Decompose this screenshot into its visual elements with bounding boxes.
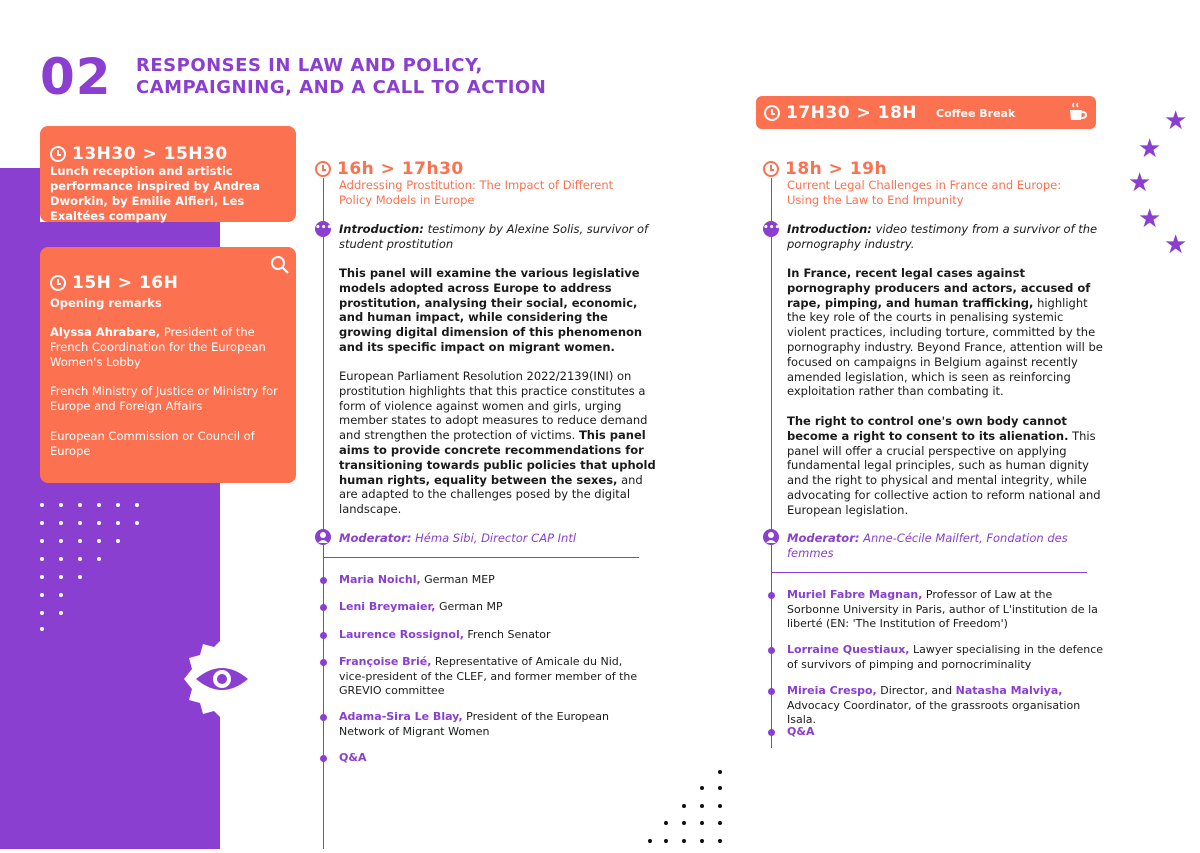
clock-icon bbox=[764, 105, 780, 121]
opening-speaker-3: European Commission or Council of Europe bbox=[50, 429, 255, 458]
opening-time-text: 15H > 16H bbox=[72, 273, 179, 293]
col2-intro-label: Introduction: bbox=[787, 222, 872, 236]
col2-para2-b: This panel will offer a crucial perspective on applying fundamental legal principles, such as human dignity and the right to physical and mental integrity, while advocating for collective action to reform national and European legislation. bbox=[787, 428, 1101, 517]
star-icon: ★ bbox=[1164, 106, 1188, 136]
speech-bubble-icon: ••• bbox=[763, 221, 779, 237]
clock-icon bbox=[763, 161, 779, 177]
speaker-name: Laurence Rossignol, bbox=[339, 628, 464, 641]
col1-intro-text: testimony by Alexine Solis, survivor of student prostitution bbox=[339, 222, 649, 251]
bullet-dot bbox=[768, 592, 775, 599]
opening-speaker-2: French Ministry of Justice or Ministry for Europe and Foreign Affairs bbox=[50, 384, 278, 413]
qa-label: Q&A bbox=[787, 725, 815, 738]
dot-grid bbox=[40, 503, 160, 633]
col2-timeline bbox=[771, 178, 772, 748]
col2-intro-text: video testimony from a survivor of the pornography industry. bbox=[787, 222, 1098, 251]
speaker-name: Natasha Malviya, bbox=[955, 684, 1063, 697]
opening-speaker-1-name: Alyssa Ahrabare, bbox=[50, 325, 161, 339]
opening-time bbox=[50, 273, 178, 293]
speaker-name: Adama-Sira Le Blay, bbox=[339, 710, 463, 723]
speaker-desc: Advocacy Coordinator, of the grassroots organisation Isala. bbox=[787, 698, 1081, 726]
person-icon bbox=[763, 529, 779, 545]
col1-para2-a: European Parliament Resolution 2022/2139(INI) on prostitution highlights that this practice constitutes a form of violence against women and girls, urging member states to adopt measures to reduce demand and strengthen the protection of victims. bbox=[339, 369, 648, 443]
bullet-dot bbox=[320, 577, 327, 584]
col2-paragraph-1 bbox=[787, 266, 1103, 399]
coffee-label: Coffee Break bbox=[936, 107, 1016, 120]
bullet-dot bbox=[320, 714, 327, 721]
eye-icon bbox=[180, 637, 264, 721]
bullet-dot bbox=[768, 647, 775, 654]
col2-para1-b: highlight the key role of the courts in penalising systemic violent practices, including torture, committed by the pornography industry. Beyond France, attention will be focused on campaigns in Belgium against recently amended legislation, which is seen as reinforcing exploitation rather than combating it. bbox=[787, 295, 1103, 399]
lunch-description: Lunch reception and artistic performance inspired by Andrea Dworkin, by Emilie Alfieri, Les Exaltées company bbox=[50, 164, 260, 223]
clock-icon bbox=[50, 275, 66, 291]
dot-grid bbox=[640, 768, 730, 849]
col2-moderator-name: Anne-Cécile Mailfert, Fondation des femmes bbox=[787, 531, 1068, 560]
col1-paragraph-1: This panel will examine the various legislative models adopted across Europe to address prostitution, analysing their social, economic, and human impact, while considering the growing digital dimension of this phenomenon and its specific impact on migrant women. bbox=[339, 266, 643, 354]
col1-moderator-name: Héma Sibi, Director CAP Intl bbox=[415, 531, 577, 545]
speaker-desc: German MEP bbox=[424, 573, 495, 586]
bullet-dot bbox=[768, 729, 775, 736]
col1-speaker-3 bbox=[339, 628, 649, 643]
section-title-line2: CAMPAIGNING, AND A CALL TO ACTION bbox=[136, 77, 547, 98]
lunch-card bbox=[40, 126, 296, 222]
speaker-name: Mireia Crespo, bbox=[787, 684, 877, 697]
col2-para1-a: In France, recent legal cases against pornography producers and actors, accused of rape, pimping, and human trafficking, bbox=[787, 266, 1091, 310]
coffee-break-pill bbox=[756, 96, 1096, 129]
speaker-desc: President of the European Network of Migrant Women bbox=[339, 710, 610, 738]
col1-time bbox=[315, 159, 464, 179]
section-title bbox=[136, 55, 546, 99]
col2-subtitle: Current Legal Challenges in France and Europe: Using the Law to End Impunity bbox=[787, 178, 1062, 207]
coffee-cup-icon bbox=[1066, 101, 1088, 123]
opening-subtitle: Opening remarks bbox=[50, 296, 162, 310]
speaker-name: Lorraine Questiaux, bbox=[787, 643, 910, 656]
col1-introduction bbox=[339, 222, 649, 252]
eye-badge bbox=[180, 637, 264, 721]
speaker-desc: Director, and bbox=[880, 684, 953, 697]
speaker-desc: German MP bbox=[438, 600, 503, 613]
speaker-name: Maria Noichl, bbox=[339, 573, 421, 586]
dot-pattern-white bbox=[40, 503, 160, 633]
dot-pattern-black bbox=[640, 768, 730, 849]
opening-speaker-1-desc: President of the French Coordination for the European Women's Lobby bbox=[50, 325, 266, 369]
person-glyph bbox=[315, 529, 331, 545]
col1-speaker-4 bbox=[339, 655, 644, 699]
col2-time-text: 18h > 19h bbox=[785, 159, 888, 179]
purple-band-top bbox=[0, 168, 40, 228]
col2-paragraph-2 bbox=[787, 414, 1105, 518]
col2-speaker-3 bbox=[787, 684, 1103, 728]
col2-speaker-1 bbox=[787, 588, 1103, 632]
speaker-name: Françoise Brié, bbox=[339, 655, 432, 668]
col1-qa bbox=[339, 751, 366, 766]
col2-qa bbox=[787, 725, 814, 740]
star-icon: ★ bbox=[1164, 230, 1188, 260]
star-icon: ★ bbox=[1138, 204, 1162, 234]
col2-divider bbox=[771, 572, 1087, 573]
person-icon bbox=[315, 529, 331, 545]
clock-icon bbox=[50, 146, 66, 162]
speaker-desc: Professor of Law at the Sorbonne University in Paris, author of L'institution de la liberté (EN: 'The Institution of Freedom') bbox=[787, 588, 1098, 630]
bullet-dot bbox=[320, 604, 327, 611]
col2-para2-a: The right to control one's own body cannot become a right to consent to its alienation. bbox=[787, 414, 1069, 443]
col1-speaker-1 bbox=[339, 573, 649, 588]
section-number: 02 bbox=[40, 48, 112, 106]
coffee-time bbox=[764, 103, 917, 123]
col1-time-text: 16h > 17h30 bbox=[337, 159, 464, 179]
col1-para2-b: This panel aims to provide concrete recommendations for transitioning towards public policies that uphold human rights, equality between the sexes, bbox=[339, 428, 656, 487]
col1-speaker-5 bbox=[339, 710, 649, 739]
col2-moderator bbox=[787, 531, 1087, 561]
lunch-time-text: 13H30 > 15H30 bbox=[72, 144, 228, 164]
speaker-desc: French Senator bbox=[467, 628, 551, 641]
speaker-desc: Representative of Amicale du Nid, vice-president of the CLEF, and former member of the GREVIO committee bbox=[339, 655, 638, 697]
speech-bubble-icon: ••• bbox=[315, 221, 331, 237]
col1-timeline bbox=[323, 178, 324, 849]
col1-paragraph-2 bbox=[339, 369, 657, 517]
col1-moderator-label: Moderator: bbox=[339, 531, 412, 545]
lunch-time bbox=[50, 144, 228, 164]
col1-subtitle: Addressing Prostitution: The Impact of Different Policy Models in Europe bbox=[339, 178, 614, 207]
col1-para2-c: and are adapted to the challenges posed by the digital landscape. bbox=[339, 472, 643, 517]
opening-card bbox=[40, 247, 296, 483]
col1-divider bbox=[323, 557, 639, 558]
star-icon: ★ bbox=[1138, 134, 1162, 164]
speaker-name: Muriel Fabre Magnan, bbox=[787, 588, 923, 601]
col2-introduction bbox=[787, 222, 1107, 252]
col1-intro-label: Introduction: bbox=[339, 222, 424, 236]
section-title-line1: RESPONSES IN LAW AND POLICY, bbox=[136, 55, 483, 76]
qa-label: Q&A bbox=[339, 751, 367, 764]
star-icon: ★ bbox=[1128, 168, 1152, 198]
speaker-name: Leni Breymaier, bbox=[339, 600, 436, 613]
bullet-dot bbox=[768, 688, 775, 695]
col2-moderator-label: Moderator: bbox=[787, 531, 860, 545]
bullet-dot bbox=[320, 755, 327, 762]
bullet-dot bbox=[320, 632, 327, 639]
col2-time bbox=[763, 159, 887, 179]
coffee-time-text: 17H30 > 18H bbox=[786, 103, 918, 123]
clock-icon bbox=[315, 161, 331, 177]
bullet-dot bbox=[320, 659, 327, 666]
search-icon bbox=[270, 255, 290, 275]
col1-speaker-2 bbox=[339, 600, 649, 615]
person-glyph bbox=[763, 529, 779, 545]
speaker-desc: Lawyer specialising in the defence of survivors of pimping and pornocriminality bbox=[787, 643, 1104, 671]
col2-speaker-2 bbox=[787, 643, 1107, 672]
opening-speaker-1 bbox=[50, 325, 285, 370]
col1-moderator bbox=[339, 531, 639, 546]
